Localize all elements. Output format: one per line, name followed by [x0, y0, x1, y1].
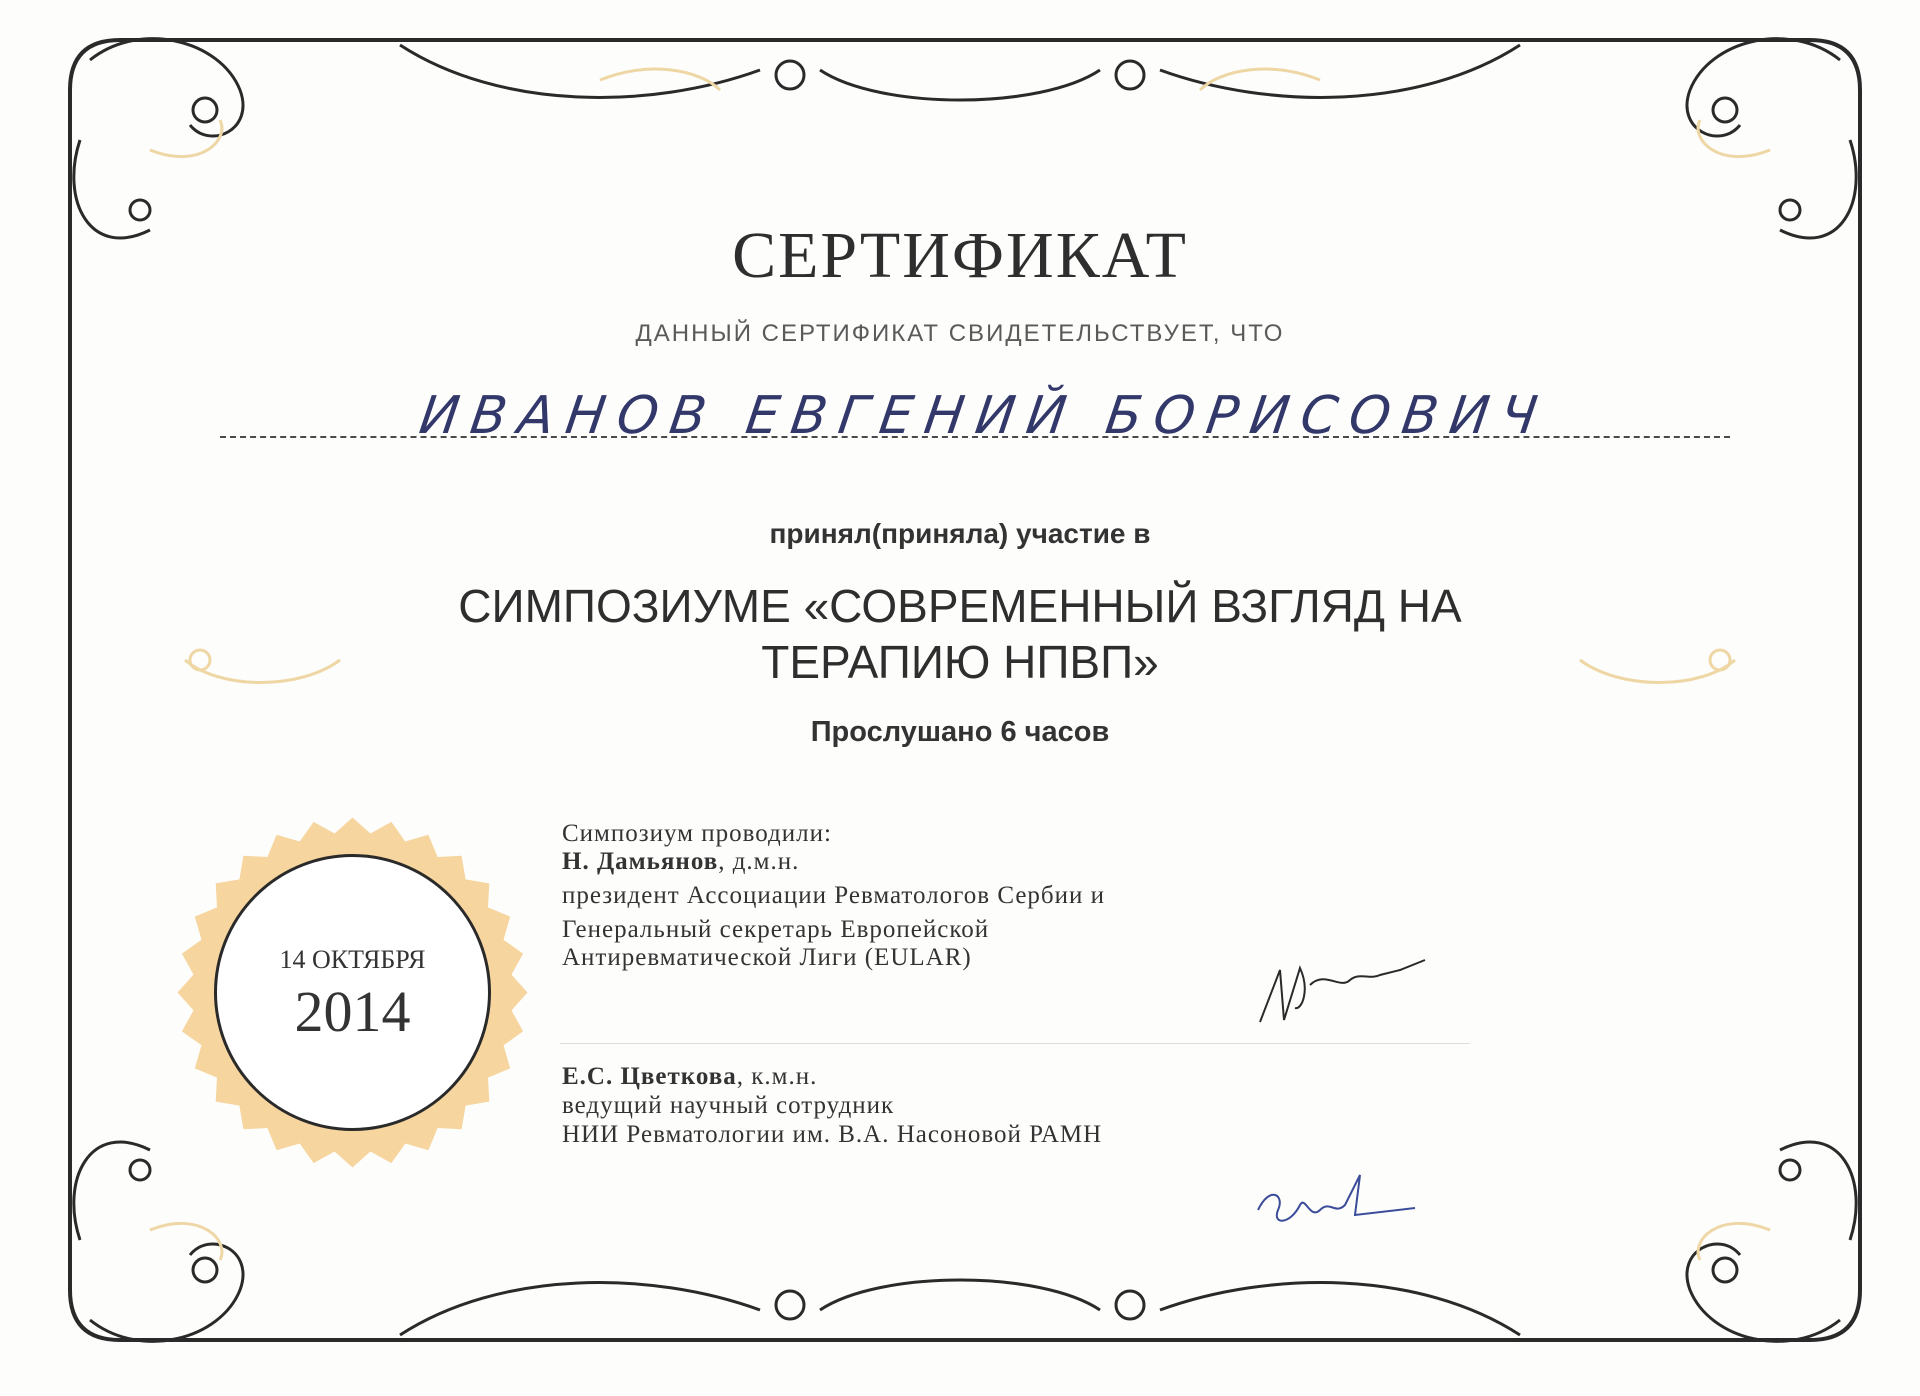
certificate-subtitle: ДАННЫЙ СЕРТИФИКАТ СВИДЕТЕЛЬСТВУЕТ, ЧТО — [635, 320, 1285, 347]
conductor-second — [562, 1062, 1102, 1091]
conductor-first-degree: , д.м.н. — [718, 848, 800, 875]
conductor-first-name: Н. Дамьянов — [562, 848, 719, 875]
signature-second — [1250, 1170, 1420, 1240]
top-center-ornament — [400, 45, 1520, 100]
separator-line — [560, 1043, 1470, 1044]
conductor-second-name: Е.С. Цветкова — [562, 1063, 737, 1090]
name-underline — [220, 436, 1730, 438]
conductor-second-block — [562, 1062, 1102, 1149]
conductor-second-degree: , к.м.н. — [736, 1063, 818, 1090]
conductor-first-role3: Антиревматической Лиги (EULAR) — [562, 944, 972, 971]
event-title-line1: СИМПОЗИУМЕ «СОВРЕМЕННЫЙ ВЗГЛЯД НА — [458, 580, 1462, 632]
participated-text: принял(приняла) участие в — [769, 518, 1151, 549]
bottom-center-ornament — [400, 1280, 1520, 1335]
conductor-first-role1: президент Ассоциации Ревматологов Сербии и — [562, 882, 1106, 909]
hours-text: Прослушано 6 часов — [810, 716, 1110, 748]
conductor-second-role2: НИИ Ревматологии им. В.А. Насоновой РАМН — [562, 1121, 1103, 1148]
conductor-first — [562, 848, 1105, 876]
event-title-line2: ТЕРАПИЮ НПВП» — [761, 636, 1159, 688]
conductor-second-role1: ведущий научный сотрудник — [562, 1092, 895, 1119]
recipient-name: ИВАНОВ ЕВГЕНИЙ БОРИСОВИЧ — [415, 386, 1553, 446]
conductor-first-role2: Генеральный секретарь Европейской — [562, 916, 990, 943]
conductors-block — [562, 820, 1105, 972]
signature-first — [1250, 950, 1430, 1030]
corner-flourish-br — [1687, 1142, 1856, 1341]
conductors-heading: Симпозиум проводили: — [562, 820, 832, 847]
event-title — [0, 578, 1920, 690]
corner-flourish-tr — [1687, 39, 1856, 238]
certificate-title: СЕРТИФИКАТ — [732, 219, 1188, 292]
seal-date: 14 ОКТЯБРЯ — [279, 945, 426, 974]
seal-year: 2014 — [294, 979, 411, 1044]
